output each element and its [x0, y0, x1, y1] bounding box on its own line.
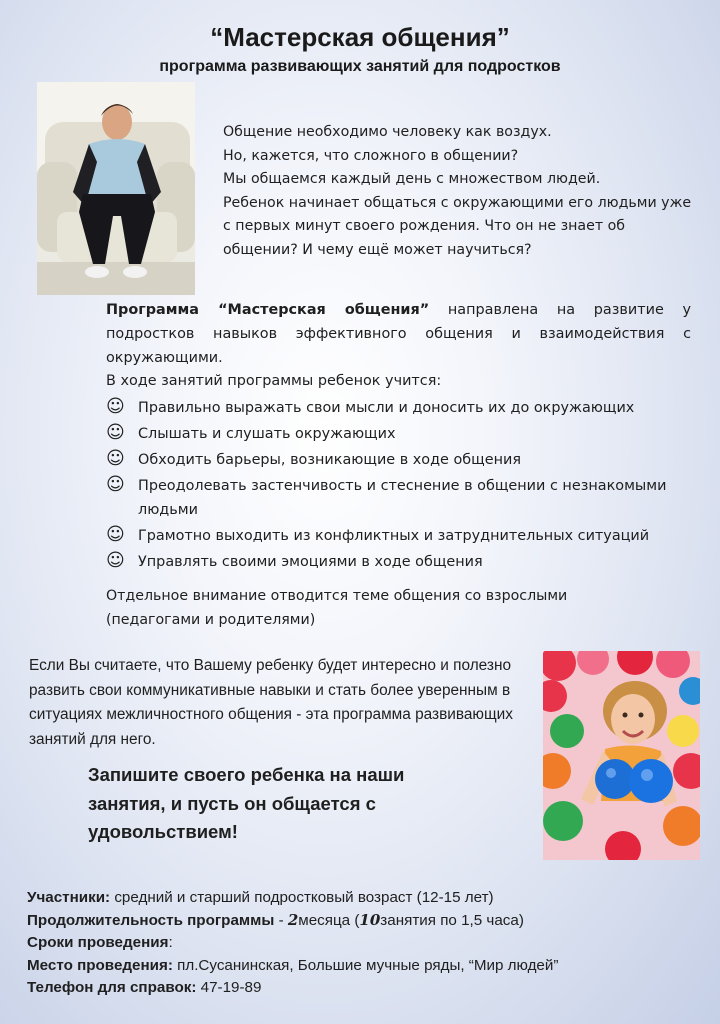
program-skill-list [106, 396, 691, 574]
place-row: Место проведения: пл.Сусанинская, Большие мучные ряды, “Мир людей” [27, 956, 559, 974]
phone-row: Телефон для справок: 47-19-89 [27, 978, 262, 996]
invite-text: Если Вы считаете, что Вашему ребенку будет интересно и полезно развить свои коммуникативные навыки и стать более уверенным в ситуациях межличностного общения - эта программа развивающих занятий для него. [29, 657, 513, 748]
intro-line-2: Но, кажется, что сложного в общении? [223, 147, 519, 164]
list-item: ☺ Грамотно выходить из конфликтных и затруднительных ситуаций [106, 524, 650, 546]
duration-sessions: 10 [359, 911, 381, 930]
dates-row: Сроки проведения: [27, 934, 173, 952]
duration-months: 2 [287, 911, 299, 930]
smiley-icon: ☺ [106, 550, 125, 572]
intro-text [223, 121, 703, 263]
list-item: ☺ Слышать и слушать окружающих [106, 422, 396, 444]
intro-line-4: Ребенок начинает общаться с окружающими его людьми уже с первых минут своего рождения. Что он не знает об общении? И чему ещё может научиться? [223, 194, 692, 258]
participants-row: Участники: средний и старший подростковый возраст (12-15 лет) [27, 889, 494, 906]
list-item: ☺ Преодолевать застенчивость и стеснение в общении с незнакомыми людьми [106, 474, 667, 519]
list-item: ☺ Правильно выражать свои мысли и доносить их до окружающих [106, 396, 635, 418]
program-paragraph [106, 299, 691, 370]
call-to-action: Запишите своего ребенка на наши занятия, и пусть он общается с удовольствием! [88, 764, 405, 842]
smiley-icon: ☺ [106, 422, 125, 444]
page-subtitle: программа развивающих занятий для подростков [159, 58, 561, 75]
smiley-icon: ☺ [106, 396, 125, 418]
smiley-icon: ☺ [106, 524, 125, 546]
program-goal: направлена на развитие у подростков навыков эффективного общения и взаимодействия с окружающими. [106, 302, 691, 366]
duration-row: Продолжительность программы - 2месяца (10занятия по 1,5 часа) [27, 911, 524, 930]
program-learns-intro: В ходе занятий программы ребенок учится: [106, 373, 442, 390]
girl-balloons-photo [543, 651, 700, 860]
page-title: “Мастерская общения” [210, 22, 510, 52]
smiley-icon: ☺ [106, 448, 125, 470]
teen-boy-photo [37, 82, 195, 295]
list-item: ☺ Обходить барьеры, возникающие в ходе общения [106, 448, 521, 470]
program-info [27, 887, 687, 999]
intro-line-1: Общение необходимо человеку как воздух. [223, 124, 552, 140]
smiley-icon: ☺ [106, 474, 125, 496]
adults-note: Отдельное внимание отводится теме общения со взрослыми (педагогами и родителями) [106, 588, 568, 628]
program-description [106, 299, 691, 576]
list-item: ☺ Управлять своими эмоциями в ходе общения [106, 550, 483, 572]
intro-line-3: Мы общаемся каждый день с множеством людей. [223, 171, 601, 188]
program-name: Программа “Мастерская общения” [106, 302, 430, 318]
